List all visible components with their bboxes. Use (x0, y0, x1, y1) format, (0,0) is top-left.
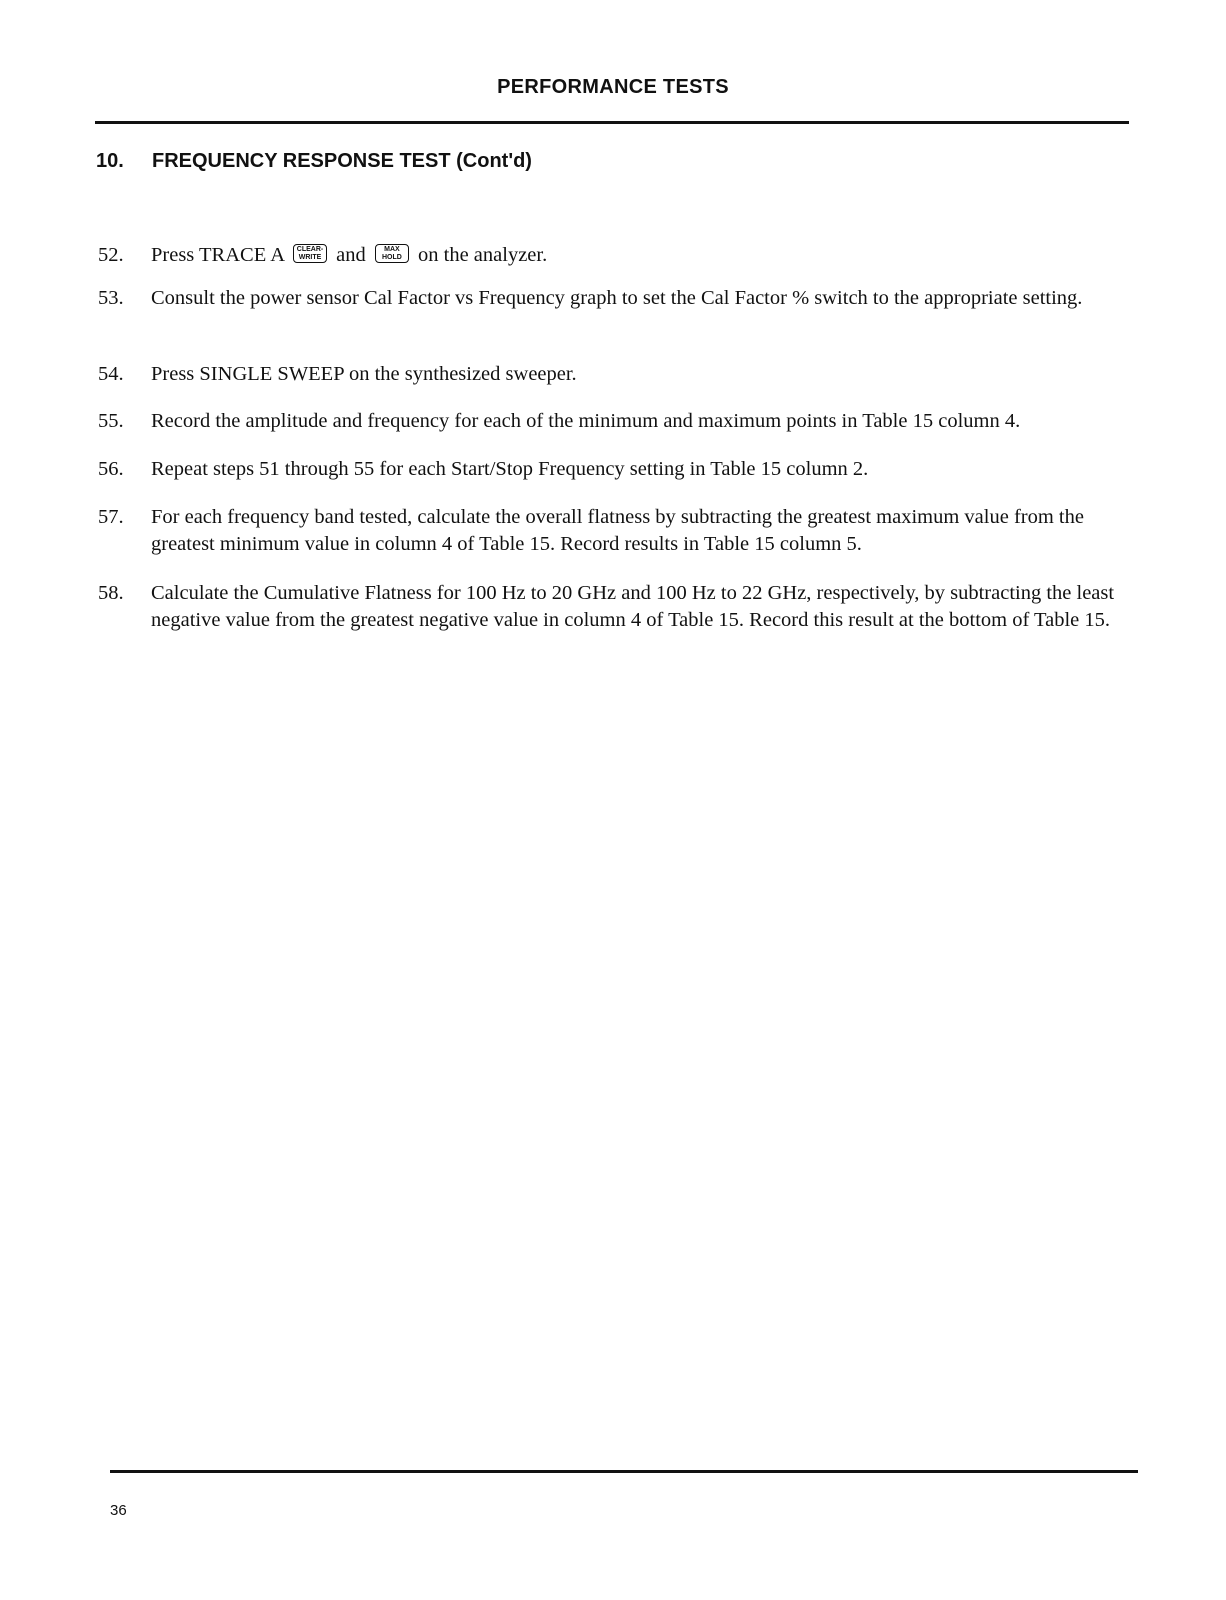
key-label-line: HOLD (381, 253, 402, 261)
footer-rule (110, 1470, 1138, 1473)
step-text-part: Press TRACE A (151, 244, 284, 266)
step-number: 53. (98, 287, 124, 309)
step-number: 58. (98, 582, 124, 604)
step-54 (98, 361, 1130, 388)
step-number: 56. (98, 458, 124, 480)
step-text: Repeat steps 51 through 55 for each Start/Stop Frequency setting in Table 15 column 2. (151, 458, 869, 480)
step-53 (98, 285, 1130, 312)
step-56 (98, 456, 1130, 483)
section-heading: FREQUENCY RESPONSE TEST (Cont'd) (152, 150, 532, 172)
page-number: 36 (110, 1502, 127, 1519)
section-title (96, 150, 532, 173)
step-55 (98, 408, 1130, 435)
clear-write-key-icon (293, 244, 327, 263)
step-number: 52. (98, 244, 124, 266)
key-label-line: CLEAR- (296, 245, 324, 253)
header-rule (95, 121, 1129, 124)
step-text: Record the amplitude and frequency for each of the minimum and maximum points in Table 15 column 4. (151, 410, 1021, 432)
section-number: 10. (96, 150, 124, 172)
page-header: PERFORMANCE TESTS (497, 76, 729, 98)
step-number: 57. (98, 506, 124, 528)
key-label-line: WRITE (298, 253, 322, 261)
step-58 (98, 580, 1130, 634)
step-text (151, 242, 1130, 269)
max-hold-key-icon (375, 244, 409, 263)
step-number: 55. (98, 410, 124, 432)
step-number: 54. (98, 363, 124, 385)
key-label-line: MAX (384, 245, 400, 253)
step-text: Consult the power sensor Cal Factor vs Frequency graph to set the Cal Factor % switch to the appropriate setting. (151, 287, 1083, 309)
step-text: Press SINGLE SWEEP on the synthesized sweeper. (151, 363, 577, 385)
step-text-part: and (336, 244, 366, 266)
step-52 (98, 242, 1130, 269)
step-57 (98, 504, 1130, 558)
step-text: For each frequency band tested, calculate the overall flatness by subtracting the greatest maximum value from the greatest minimum value in column 4 of Table 15. Record results in Table 15 column 5. (151, 506, 1084, 555)
step-text-part: on the analyzer. (418, 244, 548, 266)
step-text: Calculate the Cumulative Flatness for 100 Hz to 20 GHz and 100 Hz to 22 GHz, respectively, by subtracting the least negative value from the greatest negative value in column 4 of Table 15. Record this result at the bottom of Table 15. (151, 582, 1115, 631)
